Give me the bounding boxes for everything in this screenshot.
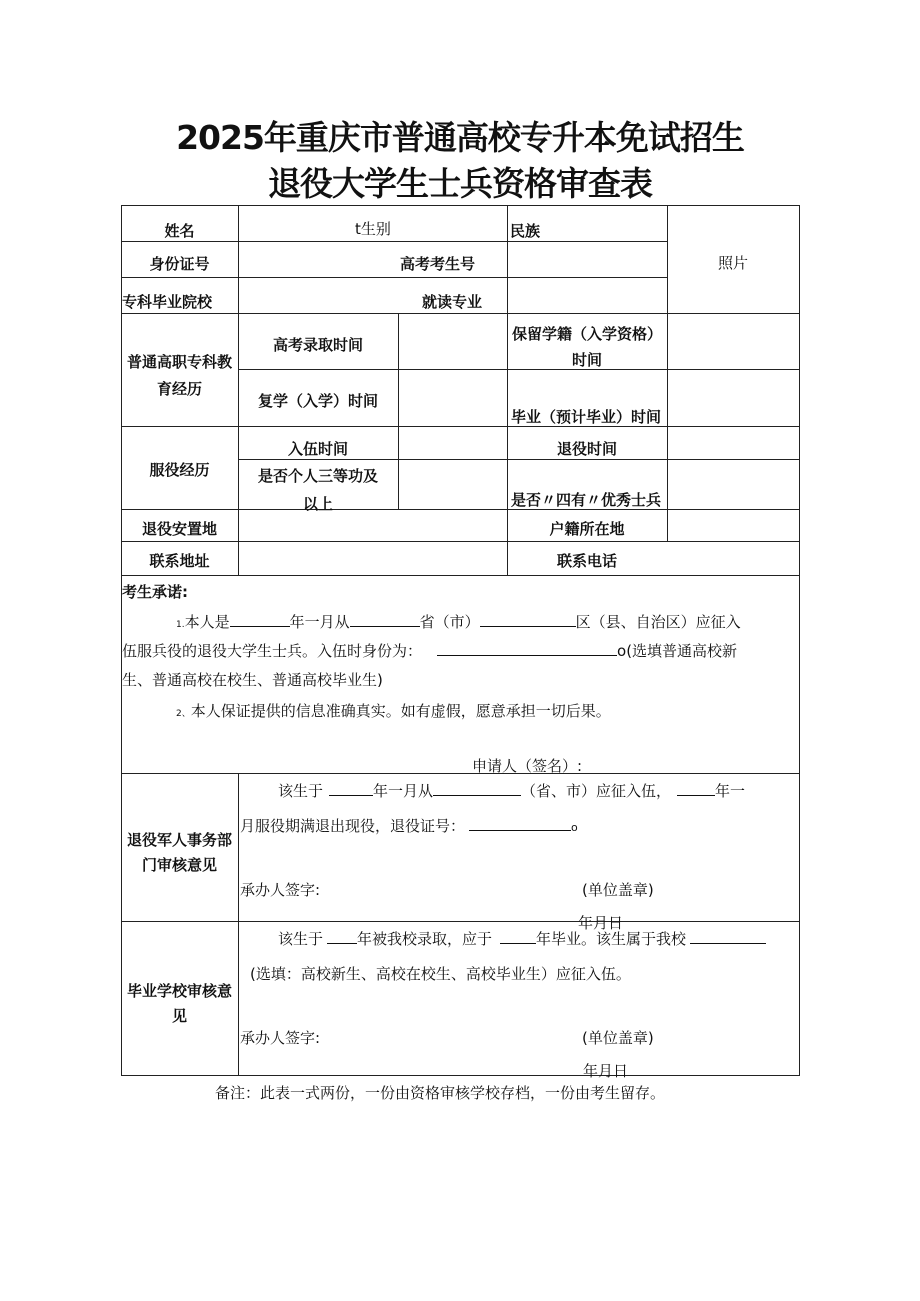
discharge-time-label: 退役时间: [556, 440, 617, 458]
major-label: 就读专业: [422, 293, 483, 311]
placement-label: 退役安置地: [141, 520, 217, 538]
ethnicity-label: 民族: [510, 222, 541, 240]
form-title-line1: 2025年重庆市普通高校专升本免试招生: [176, 118, 744, 157]
id-number-label: 身份证号: [149, 255, 210, 273]
pledge-line-3: 生、普通高校在校生、普通高校毕业生): [122, 671, 383, 689]
pledge-line-1: 1.本人是 年一月从 省（市） 区（县、自治区）应征入: [176, 613, 741, 631]
education-section-label-1: 普通高职专科教: [126, 353, 232, 371]
exam-number-label: 高考考生号: [400, 255, 476, 273]
veteran-review-line-1: 该生于 年一月从 （省、市）应征入伍， 年一: [278, 782, 746, 800]
photo-placeholder: 照片: [717, 254, 748, 272]
form-title-line2: 退役大学生士兵资格审查表: [268, 164, 652, 203]
merit-label-2: 以上: [302, 495, 333, 513]
education-section-label-2: 育经历: [156, 380, 202, 398]
gender-label: t生别: [355, 220, 391, 238]
school-date: 年月日: [583, 1062, 629, 1080]
household-label: 户籍所在地: [549, 520, 625, 538]
merit-label-1: 是否个人三等功及: [257, 467, 378, 485]
pledge-line-2: 伍服兵役的退役大学生士兵。入伍时身份为： o(选填普通高校新: [122, 642, 738, 660]
veteran-review-line-2: 月服役期满退出现役，退役证号： o: [240, 817, 578, 835]
veteran-review-label-1: 退役军人事务部: [126, 831, 232, 849]
four-have-label: 是否〃四有〃优秀士兵: [511, 491, 662, 509]
graduation-time-label: 毕业（预计毕业）时间: [511, 408, 662, 426]
merit-label-2-clip: [238, 490, 398, 513]
applicant-signature: 申请人（签名）:: [472, 757, 583, 775]
address-label: 联系地址: [149, 552, 210, 570]
school-seal: (单位盖章): [582, 1029, 654, 1047]
school-review-label-2: 见: [171, 1007, 187, 1025]
school-handler-signature: 承办人签字:: [240, 1029, 321, 1047]
school-review-label-1: 毕业学校审核意: [126, 982, 232, 1000]
school-review-line-2: (选填：高校新生、高校在校生、高校毕业生）应征入伍。: [250, 965, 631, 983]
pledge-line-4: 2、本人保证提供的信息准确真实。如有虚假，愿意承担一切后果。: [176, 702, 611, 720]
reserve-status-label-2: 时间: [571, 351, 602, 369]
admission-time-label: 高考录取时间: [272, 336, 363, 354]
service-section-label: 服役经历: [149, 461, 210, 479]
veteran-handler-signature: 承办人签字:: [240, 881, 321, 899]
footnote: 备注：此表一式两份，一份由资格审核学校存档，一份由考生留存。: [215, 1084, 666, 1102]
veteran-date-clip: [578, 910, 658, 932]
name-label: 姓名: [164, 222, 195, 240]
school-review-line-1: 该生于 年被我校录取，应于 年毕业。该生属于我校: [278, 928, 766, 949]
veteran-date: 年月日: [578, 914, 624, 932]
enlist-time-label: 入伍时间: [287, 440, 348, 458]
veteran-seal: (单位盖章): [582, 881, 654, 899]
veteran-review-label-2: 门审核意见: [141, 856, 217, 874]
resume-time-label: 复学（入学）时间: [257, 392, 378, 410]
reserve-status-label-1: 保留学籍（入学资格）: [511, 325, 662, 343]
college-label: 专科毕业院校: [122, 293, 213, 311]
pledge-heading: 考生承诺:: [122, 583, 188, 601]
phone-label: 联系电话: [556, 552, 617, 570]
school-date-clip: [583, 1059, 663, 1080]
